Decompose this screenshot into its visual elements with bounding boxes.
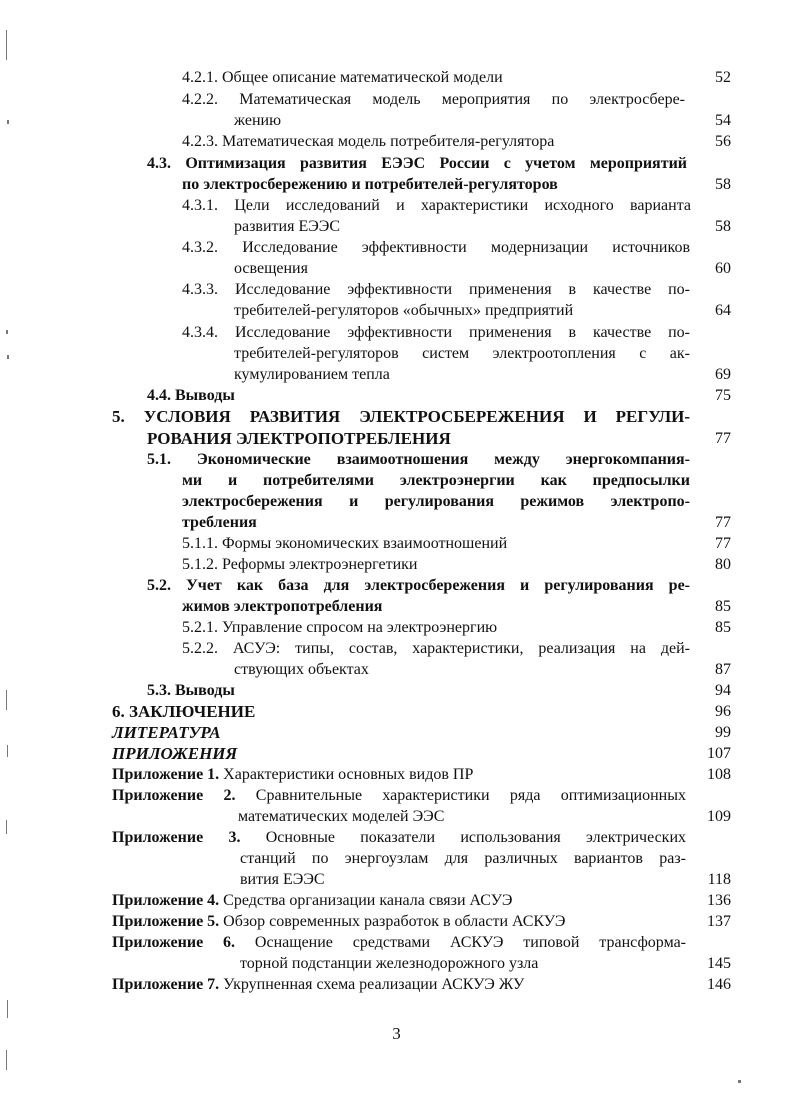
entry-title: Обзор современных разработок в области АСКУЭ bbox=[223, 913, 566, 930]
entry-page: 85 bbox=[715, 619, 731, 636]
scan-mark bbox=[7, 120, 9, 124]
appendix-label: Приложение 7. bbox=[112, 976, 220, 993]
entry-page: 56 bbox=[715, 133, 731, 150]
entry-number: 5. bbox=[112, 407, 125, 426]
entry-number: 5.2. bbox=[147, 577, 171, 594]
entry-number: 5.1.2. bbox=[182, 556, 218, 573]
entry-title-cont: освещения bbox=[234, 260, 308, 277]
entry-page: 87 bbox=[715, 661, 731, 678]
entry-page: 96 bbox=[715, 703, 731, 720]
entry-page: 60 bbox=[715, 260, 731, 277]
entry-title: Общее описание математической модели bbox=[222, 69, 503, 86]
entry-page: 85 bbox=[715, 598, 731, 615]
entry-title: УСЛОВИЯ РАЗВИТИЯ ЭЛЕКТРОСБЕРЕЖЕНИЯ И РЕГУЛИ- bbox=[143, 407, 690, 426]
entry-number: 6. bbox=[112, 702, 125, 721]
scan-mark bbox=[6, 820, 7, 834]
entry-page: 69 bbox=[715, 366, 731, 383]
entry-page: 75 bbox=[715, 387, 731, 404]
entry-page: 136 bbox=[707, 892, 731, 909]
entry-number: 4.3.3. bbox=[182, 281, 218, 298]
entry-title-cont: торной подстанции железнодорожного узла bbox=[240, 955, 539, 972]
entry-page: 77 bbox=[715, 514, 731, 531]
entry-title: Математическая модель потребителя-регулятора bbox=[222, 133, 555, 150]
entry-title-cont: по электросбережению и потребителей-регуляторов bbox=[182, 176, 558, 193]
entry-page: 58 bbox=[715, 218, 731, 235]
entry-number: 5.1. bbox=[147, 451, 171, 468]
entry-page: 80 bbox=[715, 556, 731, 573]
entry-title: Исследование эффективности применения в качестве по- bbox=[234, 281, 691, 298]
entry-title: Характеристики основных видов ПР bbox=[223, 766, 474, 783]
entry-number: 4.4. bbox=[147, 387, 171, 404]
entry-title-cont: РОВАНИЯ ЭЛЕКТРОПОТРЕБЛЕНИЯ bbox=[147, 429, 451, 448]
entry-title: ПРИЛОЖЕНИЯ bbox=[112, 744, 238, 763]
entry-title: Укрупненная схема реализации АСКУЭ ЖУ bbox=[223, 976, 525, 993]
entry-title-cont: требителей-регуляторов «обычных» предприятий bbox=[234, 302, 574, 319]
entry-number: 5.3. bbox=[147, 682, 171, 699]
entry-title: Управление спросом на электроэнергию bbox=[222, 619, 498, 636]
scan-mark bbox=[738, 1080, 741, 1083]
entry-page: 145 bbox=[707, 955, 731, 972]
entry-title-cont: жению bbox=[234, 112, 282, 129]
scan-mark bbox=[7, 745, 8, 757]
entry-title: ЛИТЕРАТУРА bbox=[112, 723, 221, 742]
entry-title-cont: ми и потребителями электроэнергии как предпосылки bbox=[182, 472, 690, 489]
entry-page: 146 bbox=[707, 976, 731, 993]
scan-mark bbox=[6, 1050, 7, 1070]
entry-number: 5.2.1. bbox=[182, 619, 218, 636]
entry-page: 107 bbox=[707, 745, 731, 762]
entry-title-cont: развития ЕЭЭС bbox=[234, 218, 341, 235]
entry-title-cont: требления bbox=[182, 514, 257, 531]
entry-number: 5.1.1. bbox=[182, 535, 218, 552]
entry-number: 4.3. bbox=[147, 155, 171, 172]
entry-page: 108 bbox=[707, 766, 731, 783]
entry-title-cont: ствующих объектах bbox=[234, 661, 369, 678]
scan-mark bbox=[6, 330, 8, 334]
scan-mark bbox=[7, 355, 9, 359]
entry-page: 77 bbox=[715, 535, 731, 552]
entry-page: 94 bbox=[715, 682, 731, 699]
entry-title: АСУЭ: типы, состав, характеристики, реализация на дей- bbox=[232, 640, 690, 657]
entry-title: Реформы электроэнергетики bbox=[222, 556, 418, 573]
entry-number: 4.2.3. bbox=[182, 133, 218, 150]
entry-title: Оснащение средствами АСКУЭ типовой трансформа- bbox=[254, 934, 687, 951]
entry-page: 64 bbox=[715, 302, 731, 319]
entry-title-cont: электросбережения и регулирования режимов электропо- bbox=[182, 493, 690, 510]
appendix-label: Приложение 1. bbox=[112, 766, 220, 783]
entry-title: Математическая модель мероприятия по электросбере- bbox=[239, 91, 685, 108]
entry-page: 54 bbox=[715, 112, 731, 129]
appendix-label: Приложение 2. bbox=[112, 787, 236, 804]
entry-title-cont: жимов электропотребления bbox=[182, 598, 383, 615]
entry-page: 52 bbox=[715, 69, 731, 86]
entry-title: Учет как база для электросбережения и регулирования ре- bbox=[186, 577, 691, 594]
entry-number: 5.2.2. bbox=[182, 640, 218, 657]
scan-mark bbox=[6, 30, 7, 60]
entry-title-cont: требителей-регуляторов систем электроотопления с ак- bbox=[234, 345, 690, 362]
entry-page: 137 bbox=[707, 913, 731, 930]
entry-title-cont: вития ЕЭЭС bbox=[240, 871, 325, 888]
appendix-label: Приложение 3. bbox=[112, 829, 241, 846]
entry-title: Средства организации канала связи АСУЭ bbox=[223, 892, 513, 909]
entry-number: 4.2.1. bbox=[182, 69, 218, 86]
entry-title: Сравнительные характеристики ряда оптимизационных bbox=[255, 787, 686, 804]
appendix-label: Приложение 5. bbox=[112, 913, 220, 930]
entry-title: Основные показатели использования электрических bbox=[265, 829, 687, 846]
entry-page: 58 bbox=[715, 176, 731, 193]
appendix-label: Приложение 4. bbox=[112, 892, 220, 909]
entry-page: 109 bbox=[707, 808, 731, 825]
entry-title-cont: математических моделей ЭЭС bbox=[238, 808, 445, 825]
entry-number: 4.2.2. bbox=[182, 91, 218, 108]
entry-number: 4.3.1. bbox=[182, 197, 218, 214]
entry-page: 99 bbox=[715, 724, 731, 741]
entry-title: Выводы bbox=[175, 387, 235, 404]
entry-title-cont: станций по энергоузлам для различных вариантов раз- bbox=[240, 850, 686, 867]
entry-title: Формы экономических взаимоотношений bbox=[222, 535, 508, 552]
scan-mark bbox=[7, 1000, 8, 1018]
entry-title: Цели исследований и характеристики исходного варианта bbox=[234, 197, 692, 214]
entry-title: Оптимизация развития ЕЭЭС России с учетом мероприятий bbox=[185, 155, 688, 172]
entry-title: ЗАКЛЮЧЕНИЕ bbox=[129, 702, 256, 721]
entry-title: Экономические взаимоотношения между энергокомпания- bbox=[196, 451, 690, 468]
entry-number: 4.3.4. bbox=[182, 324, 218, 341]
entry-title-cont: кумулированием тепла bbox=[234, 366, 390, 383]
entry-title: Выводы bbox=[175, 682, 235, 699]
scan-mark bbox=[6, 690, 7, 710]
entry-title: Исследование эффективности применения в качестве по- bbox=[234, 324, 691, 341]
entry-title: Исследование эффективности модернизации источников bbox=[242, 239, 691, 256]
appendix-label: Приложение 6. bbox=[112, 934, 236, 951]
entry-page: 77 bbox=[715, 430, 731, 447]
entry-page: 118 bbox=[707, 871, 731, 888]
entry-number: 4.3.2. bbox=[182, 239, 218, 256]
page-number: 3 bbox=[392, 1024, 401, 1043]
